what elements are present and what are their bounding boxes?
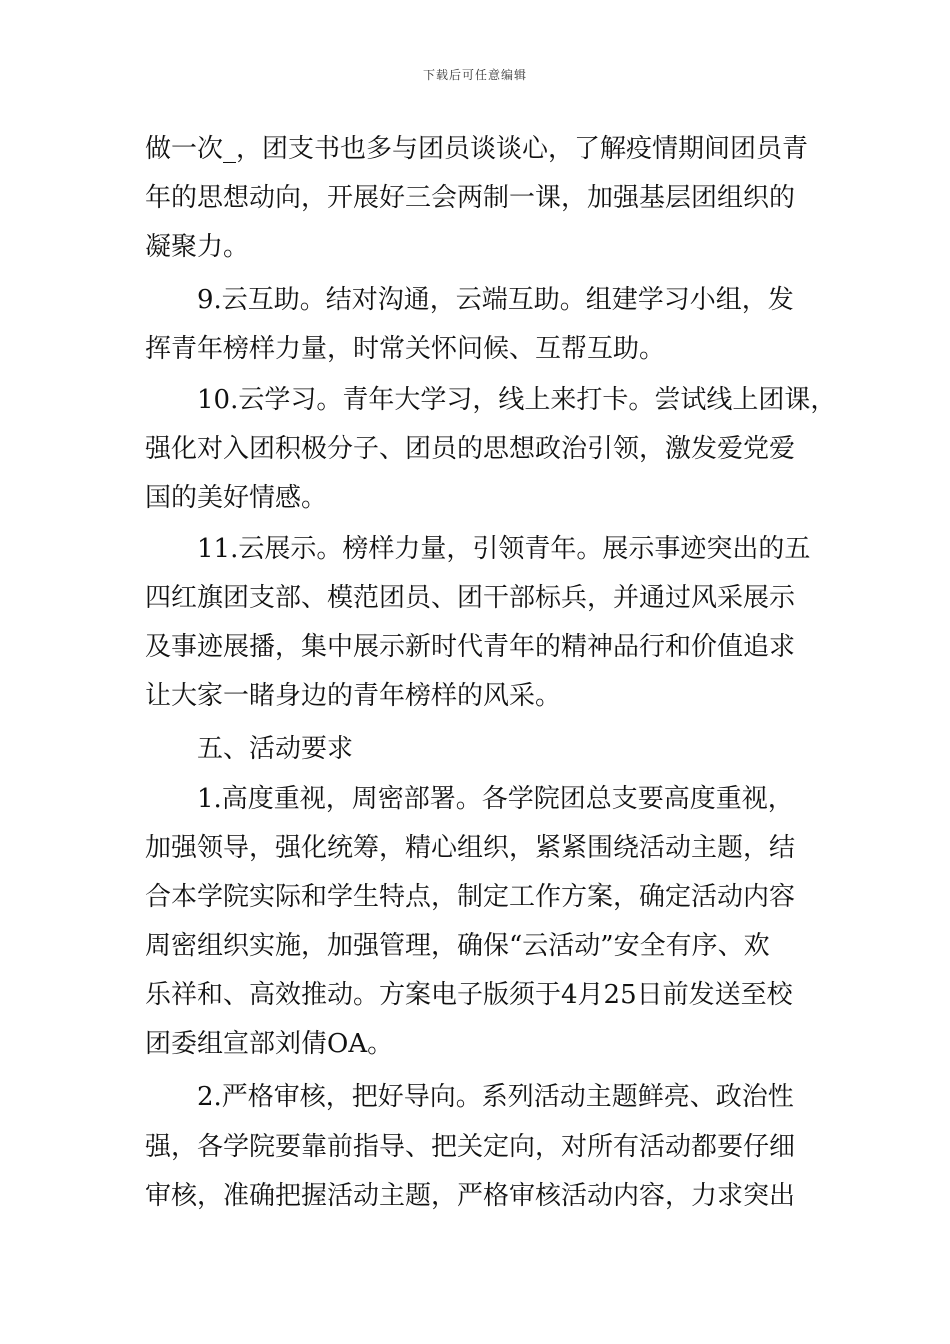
text-line: 乐祥和、高效推动。方案电子版须于4月25日前发送至校	[145, 980, 793, 1010]
text-line: 11.云展示。榜样力量，引领青年。展示事迹突出的五	[145, 534, 811, 564]
text-line: 国的美好情感。	[145, 483, 328, 513]
text-line: 年的思想动向，开展好三会两制一课，加强基层团组织的	[145, 183, 796, 213]
text-line: 强化对入团积极分子、团员的思想政治引领，激发爱党爱	[145, 434, 796, 464]
text-line: 周密组织实施，加强管理，确保“云活动”安全有序、欢	[145, 931, 770, 961]
text-line: 10.云学习。青年大学习，线上来打卡。尝试线上团课，	[145, 385, 837, 415]
text-line: 9.云互助。结对沟通，云端互助。组建学习小组，发	[145, 285, 794, 315]
text-line: 四红旗团支部、模范团员、团干部标兵，并通过风采展示	[145, 583, 796, 613]
text-line: 审核，准确把握活动主题，严格审核活动内容，力求突出	[145, 1181, 796, 1211]
text-line: 强，各学院要靠前指导、把关定向，对所有活动都要仔细	[145, 1132, 796, 1162]
text-line: 合本学院实际和学生特点，制定工作方案，确定活动内容	[145, 882, 796, 912]
page-header: 下载后可任意编辑	[422, 68, 527, 82]
text-line: 加强领导，强化统筹，精心组织，紧紧围绕活动主题，结	[145, 833, 796, 863]
text-line: 2.严格审核，把好导向。系列活动主题鲜亮、政治性	[145, 1082, 794, 1112]
text-line: 五、活动要求	[145, 734, 354, 764]
text-line: 做一次_，团支书也多与团员谈谈心，了解疫情期间团员青	[145, 134, 809, 164]
text-line: 及事迹展播，集中展示新时代青年的精神品行和价值追求	[145, 632, 796, 662]
text-line: 1.高度重视，周密部署。各学院团总支要高度重视，	[145, 784, 794, 814]
text-line: 凝聚力。	[145, 232, 250, 262]
text-line: 团委组宣部刘倩OA。	[145, 1029, 394, 1059]
text-line: 挥青年榜样力量，时常关怀问候、互帮互助。	[145, 334, 666, 364]
text-line: 让大家一睹身边的青年榜样的风采。	[145, 681, 562, 711]
